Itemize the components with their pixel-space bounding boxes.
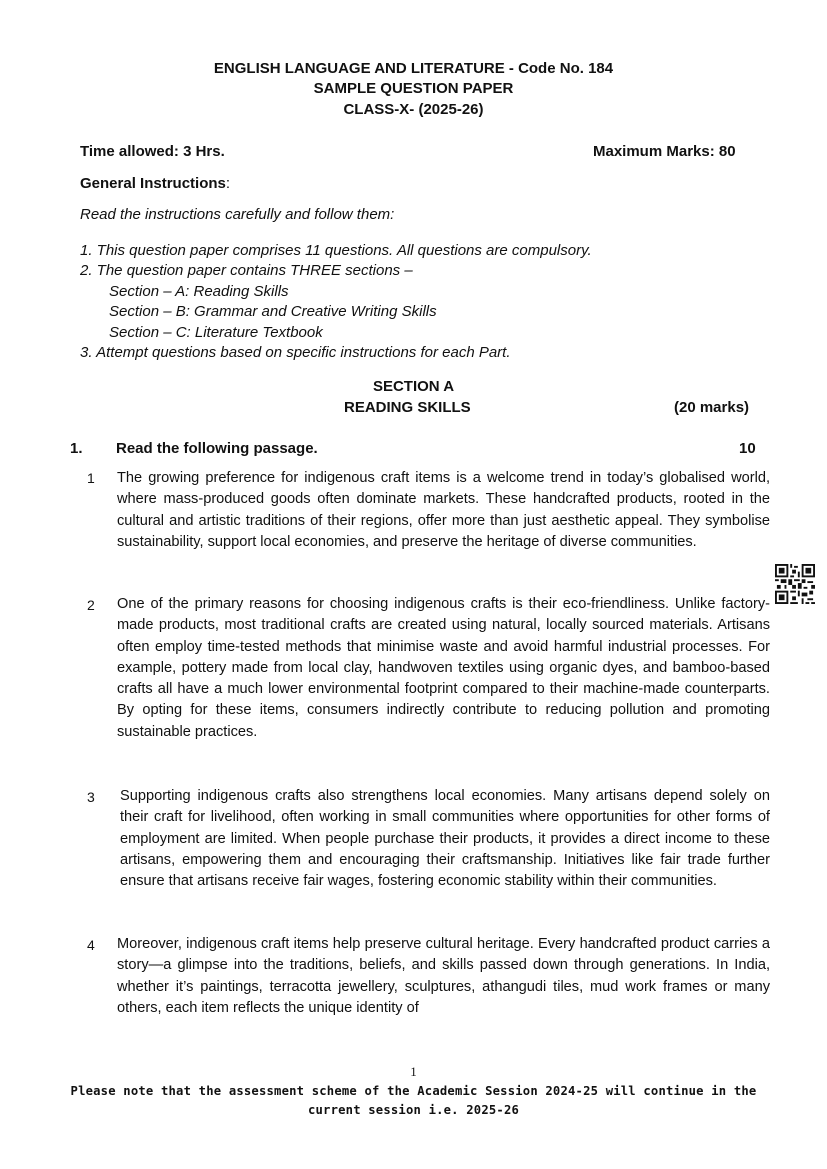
- section-a-title: SECTION A: [372, 378, 455, 395]
- general-instructions-colon: :: [225, 175, 231, 192]
- time-allowed: Time allowed: 3 Hrs.: [80, 143, 225, 160]
- footer-note-line2: current session i.e. 2025-26: [307, 1103, 520, 1117]
- instruction-subitem: Section – C: Literature Textbook: [109, 324, 323, 341]
- maximum-marks: Maximum Marks: 80: [593, 143, 736, 160]
- general-instructions-heading: [80, 175, 230, 192]
- question-prompt: Read the following passage.: [116, 440, 318, 457]
- passage-paragraph: The growing preference for indigenous craft items is a welcome trend in today’s globalised world, where mass-produced goods often dominate markets. These handcrafted products, rooted in the cultural and artistic traditions of their regions, offer more than just aesthetic appeal. They symbolise sustainability, support local economies, and preserve the heritage of diverse communities.: [117, 470, 770, 550]
- paragraph-number: 3: [87, 789, 95, 805]
- section-a-subtitle: READING SKILLS: [344, 399, 471, 416]
- instruction-subitem: Section – B: Grammar and Creative Writing Skills: [109, 303, 437, 320]
- general-instructions-label: General Instructions: [80, 175, 226, 192]
- qr-code-icon: [775, 564, 815, 604]
- paper-class: CLASS-X- (2025-26): [343, 101, 484, 118]
- passage-paragraph: Supporting indigenous crafts also strengthens local economies. Many artisans depend solely on their craft for livelihood, often working in small communities where opportunities for other forms of employment are limited. When people purchase their products, it provides a direct income to these artisans, empowering them and encouraging their craftsmanship. Initiatives like fair trade further ensure that artisans receive fair wages, fostering economic stability within their communities.: [120, 788, 770, 890]
- passage-paragraph: Moreover, indigenous craft items help preserve cultural heritage. Every handcrafted product carries a story—a glimpse into the traditions, beliefs, and skills passed down through generations. In India, whether it’s paintings, terracotta jewellery, sculptures, athangudi tiles, mud work frames or many others, each item reflects the unique identity of: [117, 936, 770, 1016]
- paragraph-number: 2: [87, 597, 95, 613]
- paper-title: ENGLISH LANGUAGE AND LITERATURE - Code No. 184: [213, 60, 614, 77]
- instruction-item: 2. The question paper contains THREE sections –: [80, 262, 413, 279]
- paragraph-number: 4: [87, 937, 95, 953]
- instruction-item: 3. Attempt questions based on specific instructions for each Part.: [80, 344, 511, 361]
- instruction-subitem: Section – A: Reading Skills: [109, 283, 289, 300]
- page-number: 1: [410, 1064, 417, 1079]
- paper-subtitle: SAMPLE QUESTION PAPER: [313, 80, 514, 97]
- passage-paragraph: One of the primary reasons for choosing indigenous crafts is their eco-friendliness. Unlike factory-made products, most traditional crafts are created using natural, locally sourced materials. Artisans often employ time-tested methods that minimise waste and avoid harmful industrial processes. For example, pottery made from local clay, handwoven textiles using organic dyes, and bamboo-based crafts all have a much lower environmental footprint compared to their machine-made counterparts. By opting for these items, consumers indirectly contribute to reducing pollution and promoting sustainable practices.: [117, 596, 770, 740]
- instructions-intro: Read the instructions carefully and follow them:: [80, 206, 395, 223]
- instruction-item: 1. This question paper comprises 11 questions. All questions are compulsory.: [80, 242, 592, 259]
- question-number: 1.: [70, 440, 83, 457]
- question-marks: 10: [739, 440, 756, 457]
- section-a-marks: (20 marks): [674, 399, 750, 416]
- paragraph-number: 1: [87, 470, 95, 486]
- footer-note-line1: Please note that the assessment scheme of the Academic Session 2024-25 will continue in the: [70, 1084, 757, 1098]
